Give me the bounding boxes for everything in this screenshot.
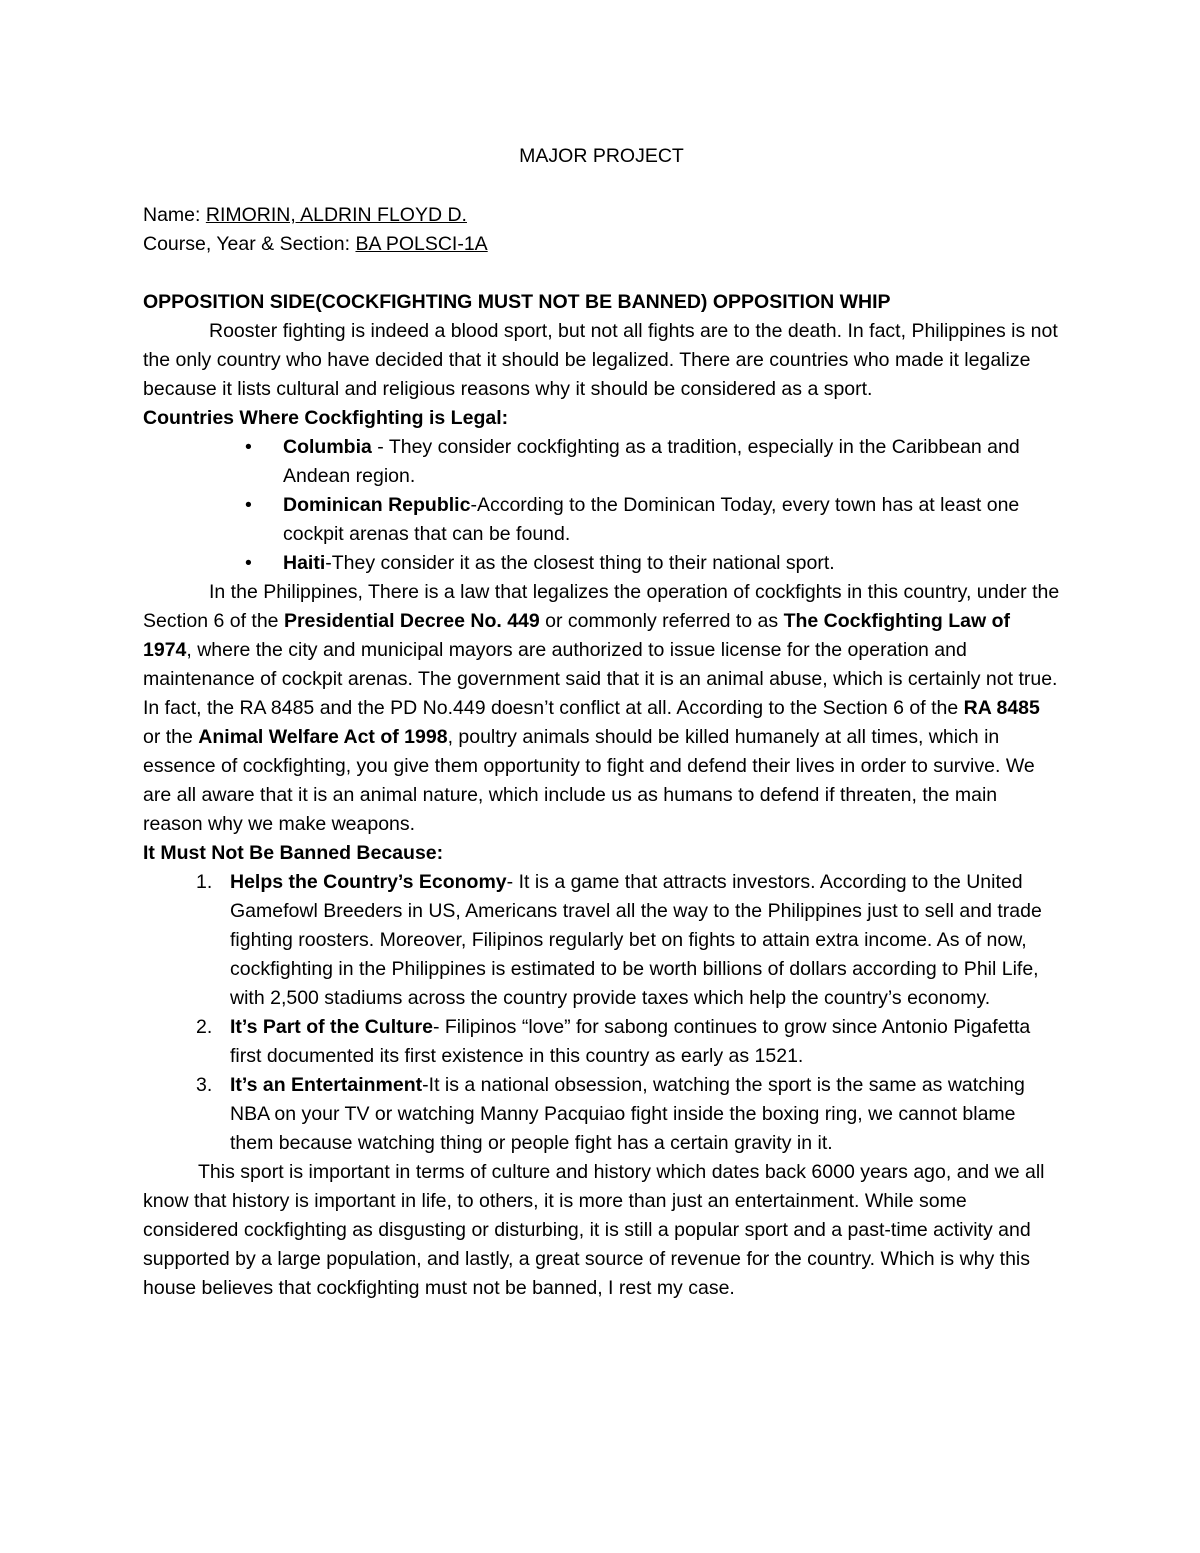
list-item bbox=[245, 433, 1060, 491]
reason-title: It’s Part of the Culture bbox=[230, 1016, 433, 1038]
list-number: 1. bbox=[196, 871, 213, 893]
reason-title: Helps the Country’s Economy bbox=[230, 871, 507, 893]
law-paragraph: In the Philippines, There is a law that legalizes the operation of cockfights in this country, under the Section 6 of the Presidential Decree No. 449 or commonly referred to as The Cockfighting Law of 1974, where the city and municipal mayors are authorized to issue license for the operation and maintenance of cockpit arenas. The government said that it is an animal abuse, which is certainly not true. In fact, the RA 8485 and the PD No.449 doesn’t conflict at all. According to the Section 6 of the RA 8485 or the Animal Welfare Act of 1998, poultry animals should be killed humanely at all times, which in essence of cockfighting, you give them opportunity to fight and defend their lives in order to survive. We are all aware that it is an animal nature, which include us as humans to defend if threaten, the main reason why we make weapons. bbox=[143, 581, 1060, 835]
list-item bbox=[196, 868, 1060, 1013]
spacer bbox=[143, 259, 1060, 288]
country-text: - They consider cockfighting as a tradition, especially in the Caribbean and Andean region. bbox=[283, 436, 1020, 487]
country-text: -According to the Dominican Today, every town has at least one cockpit arenas that can be found. bbox=[283, 494, 1020, 545]
list-item bbox=[196, 1013, 1060, 1071]
reason-text: - Filipinos “love” for sabong continues to grow since Antonio Pigafetta first documented its first existence in this country as early as 1521. bbox=[230, 1016, 1031, 1067]
list-item bbox=[245, 491, 1060, 549]
course-value: BA POLSCI-1A bbox=[355, 233, 488, 255]
reason-title: It’s an Entertainment bbox=[230, 1074, 423, 1096]
list-number: 3. bbox=[196, 1074, 213, 1096]
document-title: MAJOR PROJECT bbox=[519, 145, 684, 167]
country-name: Haiti bbox=[283, 552, 326, 574]
bullet-icon: • bbox=[245, 552, 252, 574]
course-line bbox=[143, 230, 1060, 259]
conclusion-paragraph: This sport is important in terms of culture and history which dates back 6000 years ago, and we all know that history is important in life, to others, it is more than just an entertainment. While some considered cockfighting as disgusting or disturbing, it is still a popular sport and a past-time activity and supported by a large population, and lastly, a great source of revenue for the country. Which is why this house believes that cockfighting must not be banned, I rest my case. bbox=[143, 1161, 1045, 1299]
country-name: Columbia bbox=[283, 436, 372, 458]
list-item bbox=[245, 549, 1060, 578]
countries-heading: Countries Where Cockfighting is Legal: bbox=[143, 407, 509, 429]
section-heading: OPPOSITION SIDE(COCKFIGHTING MUST NOT BE BANNED) OPPOSITION WHIP bbox=[143, 291, 891, 313]
country-name: Dominican Republic bbox=[283, 494, 471, 516]
list-item bbox=[196, 1071, 1060, 1158]
list-number: 2. bbox=[196, 1016, 213, 1038]
name-line bbox=[143, 201, 1060, 230]
course-label: Course, Year & Section: bbox=[143, 233, 356, 255]
bullet-icon: • bbox=[245, 436, 252, 458]
bullet-icon: • bbox=[245, 494, 252, 516]
reason-text: - It is a game that attracts investors. According to the United Gamefowl Breeders in US, Americans travel all the way to the Philippines just to sell and trade fighting roosters. Moreover, Filipinos regularly bet on fights to attain extra income. As of now, cockfighting in the Philippines is estimated to be worth billions of dollars according to Phil Life, with 2,500 stadiums across the country provide taxes which help the country’s economy. bbox=[230, 871, 1042, 1009]
intro-paragraph: Rooster fighting is indeed a blood sport, but not all fights are to the death. In fact, Philippines is not the only country who have decided that it should be legalized. There are countries who made it legalize because it lists cultural and religious reasons why it should be considered as a sport. bbox=[143, 320, 1058, 400]
country-text: -They consider it as the closest thing to their national sport. bbox=[325, 552, 835, 574]
reasons-list bbox=[143, 868, 1060, 1158]
reasons-heading: It Must Not Be Banned Because: bbox=[143, 842, 444, 864]
name-label: Name: bbox=[143, 204, 206, 226]
countries-list bbox=[143, 433, 1060, 578]
name-value: RIMORIN, ALDRIN FLOYD D. bbox=[205, 204, 467, 226]
reason-text: -It is a national obsession, watching the sport is the same as watching NBA on your TV or watching Manny Pacquiao fight inside the boxing ring, we cannot blame them because watching thing or people fight has a certain gravity in it. bbox=[230, 1074, 1025, 1154]
